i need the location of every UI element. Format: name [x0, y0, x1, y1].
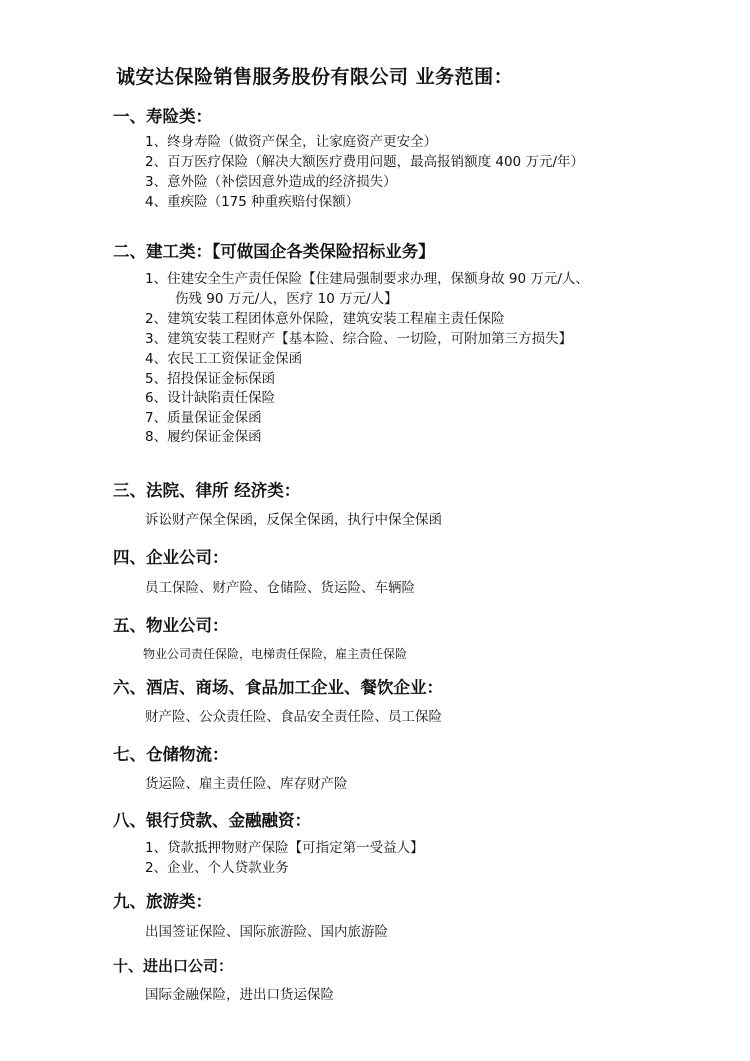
section-heading-construction: 二、建工类：【可做国企各类保险招标业务】: [113, 242, 435, 261]
section-heading-travel: 九、旅游类：: [113, 892, 212, 911]
section-heading-court-law: 三、法院、律所 经济类：: [113, 481, 301, 500]
section-heading-banking: 八、银行贷款、金融融资：: [113, 811, 311, 830]
section-heading-logistics: 七、仓储物流：: [113, 745, 229, 764]
list-item: 1、贷款抵押物财产保险【可指定第一受益人】: [145, 840, 424, 856]
list-item: 1、终身寿险（做资产保全，让家庭资产更安全）: [145, 134, 438, 150]
list-item: 4、重疾险（175 种重疾赔付保额）: [145, 194, 360, 210]
document-title: 诚安达保险销售服务股份有限公司 业务范围：: [116, 66, 514, 88]
list-item: 货运险、雇主责任险、库存财产险: [145, 776, 348, 792]
section-heading-import-export: 十、进出口公司：: [113, 957, 234, 975]
section-heading-hospitality: 六、酒店、商场、食品加工企业、餐饮企业：: [113, 678, 443, 697]
list-item: 国际金融保险，进出口货运保险: [145, 987, 334, 1003]
list-item: 3、建筑安装工程财产【基本险、综合险、一切险，可附加第三方损失】: [145, 331, 573, 347]
list-item: 3、意外险（补偿因意外造成的经济损失）: [145, 174, 397, 190]
section-heading-property-management: 五、物业公司：: [113, 616, 229, 635]
list-item: 2、企业、个人贷款业务: [145, 860, 289, 876]
list-item: 诉讼财产保全保函，反保全保函，执行中保全保函: [145, 512, 442, 528]
list-item-continuation: 伤残 90 万元/人，医疗 10 万元/人】: [175, 291, 398, 307]
section-heading-enterprise: 四、企业公司：: [113, 548, 229, 567]
list-item: 2、建筑安装工程团体意外保险，建筑安装工程雇主责任保险: [145, 311, 505, 327]
list-item: 员工保险、财产险、仓储险、货运险、车辆险: [145, 580, 415, 596]
list-item: 1、住建安全生产责任保险【住建局强制要求办理，保额身故 90 万元/人、: [145, 271, 589, 287]
list-item: 4、农民工工资保证金保函: [145, 351, 303, 367]
list-item: 物业公司责任保险，电梯责任保险，雇主责任保险: [143, 647, 408, 661]
list-item: 财产险、公众责任险、食品安全责任险、员工保险: [145, 709, 442, 725]
list-item: 2、百万医疗保险（解决大额医疗费用问题，最高报销额度 400 万元/年）: [145, 154, 584, 170]
section-heading-life-insurance: 一、寿险类：: [113, 107, 212, 126]
list-item: 7、质量保证金保函: [145, 410, 262, 426]
list-item: 8、履约保证金保函: [145, 429, 262, 445]
list-item: 出国签证保险、国际旅游险、国内旅游险: [145, 924, 388, 940]
list-item: 6、设计缺陷责任保险: [145, 390, 276, 406]
list-item: 5、招投保证金标保函: [145, 371, 276, 387]
